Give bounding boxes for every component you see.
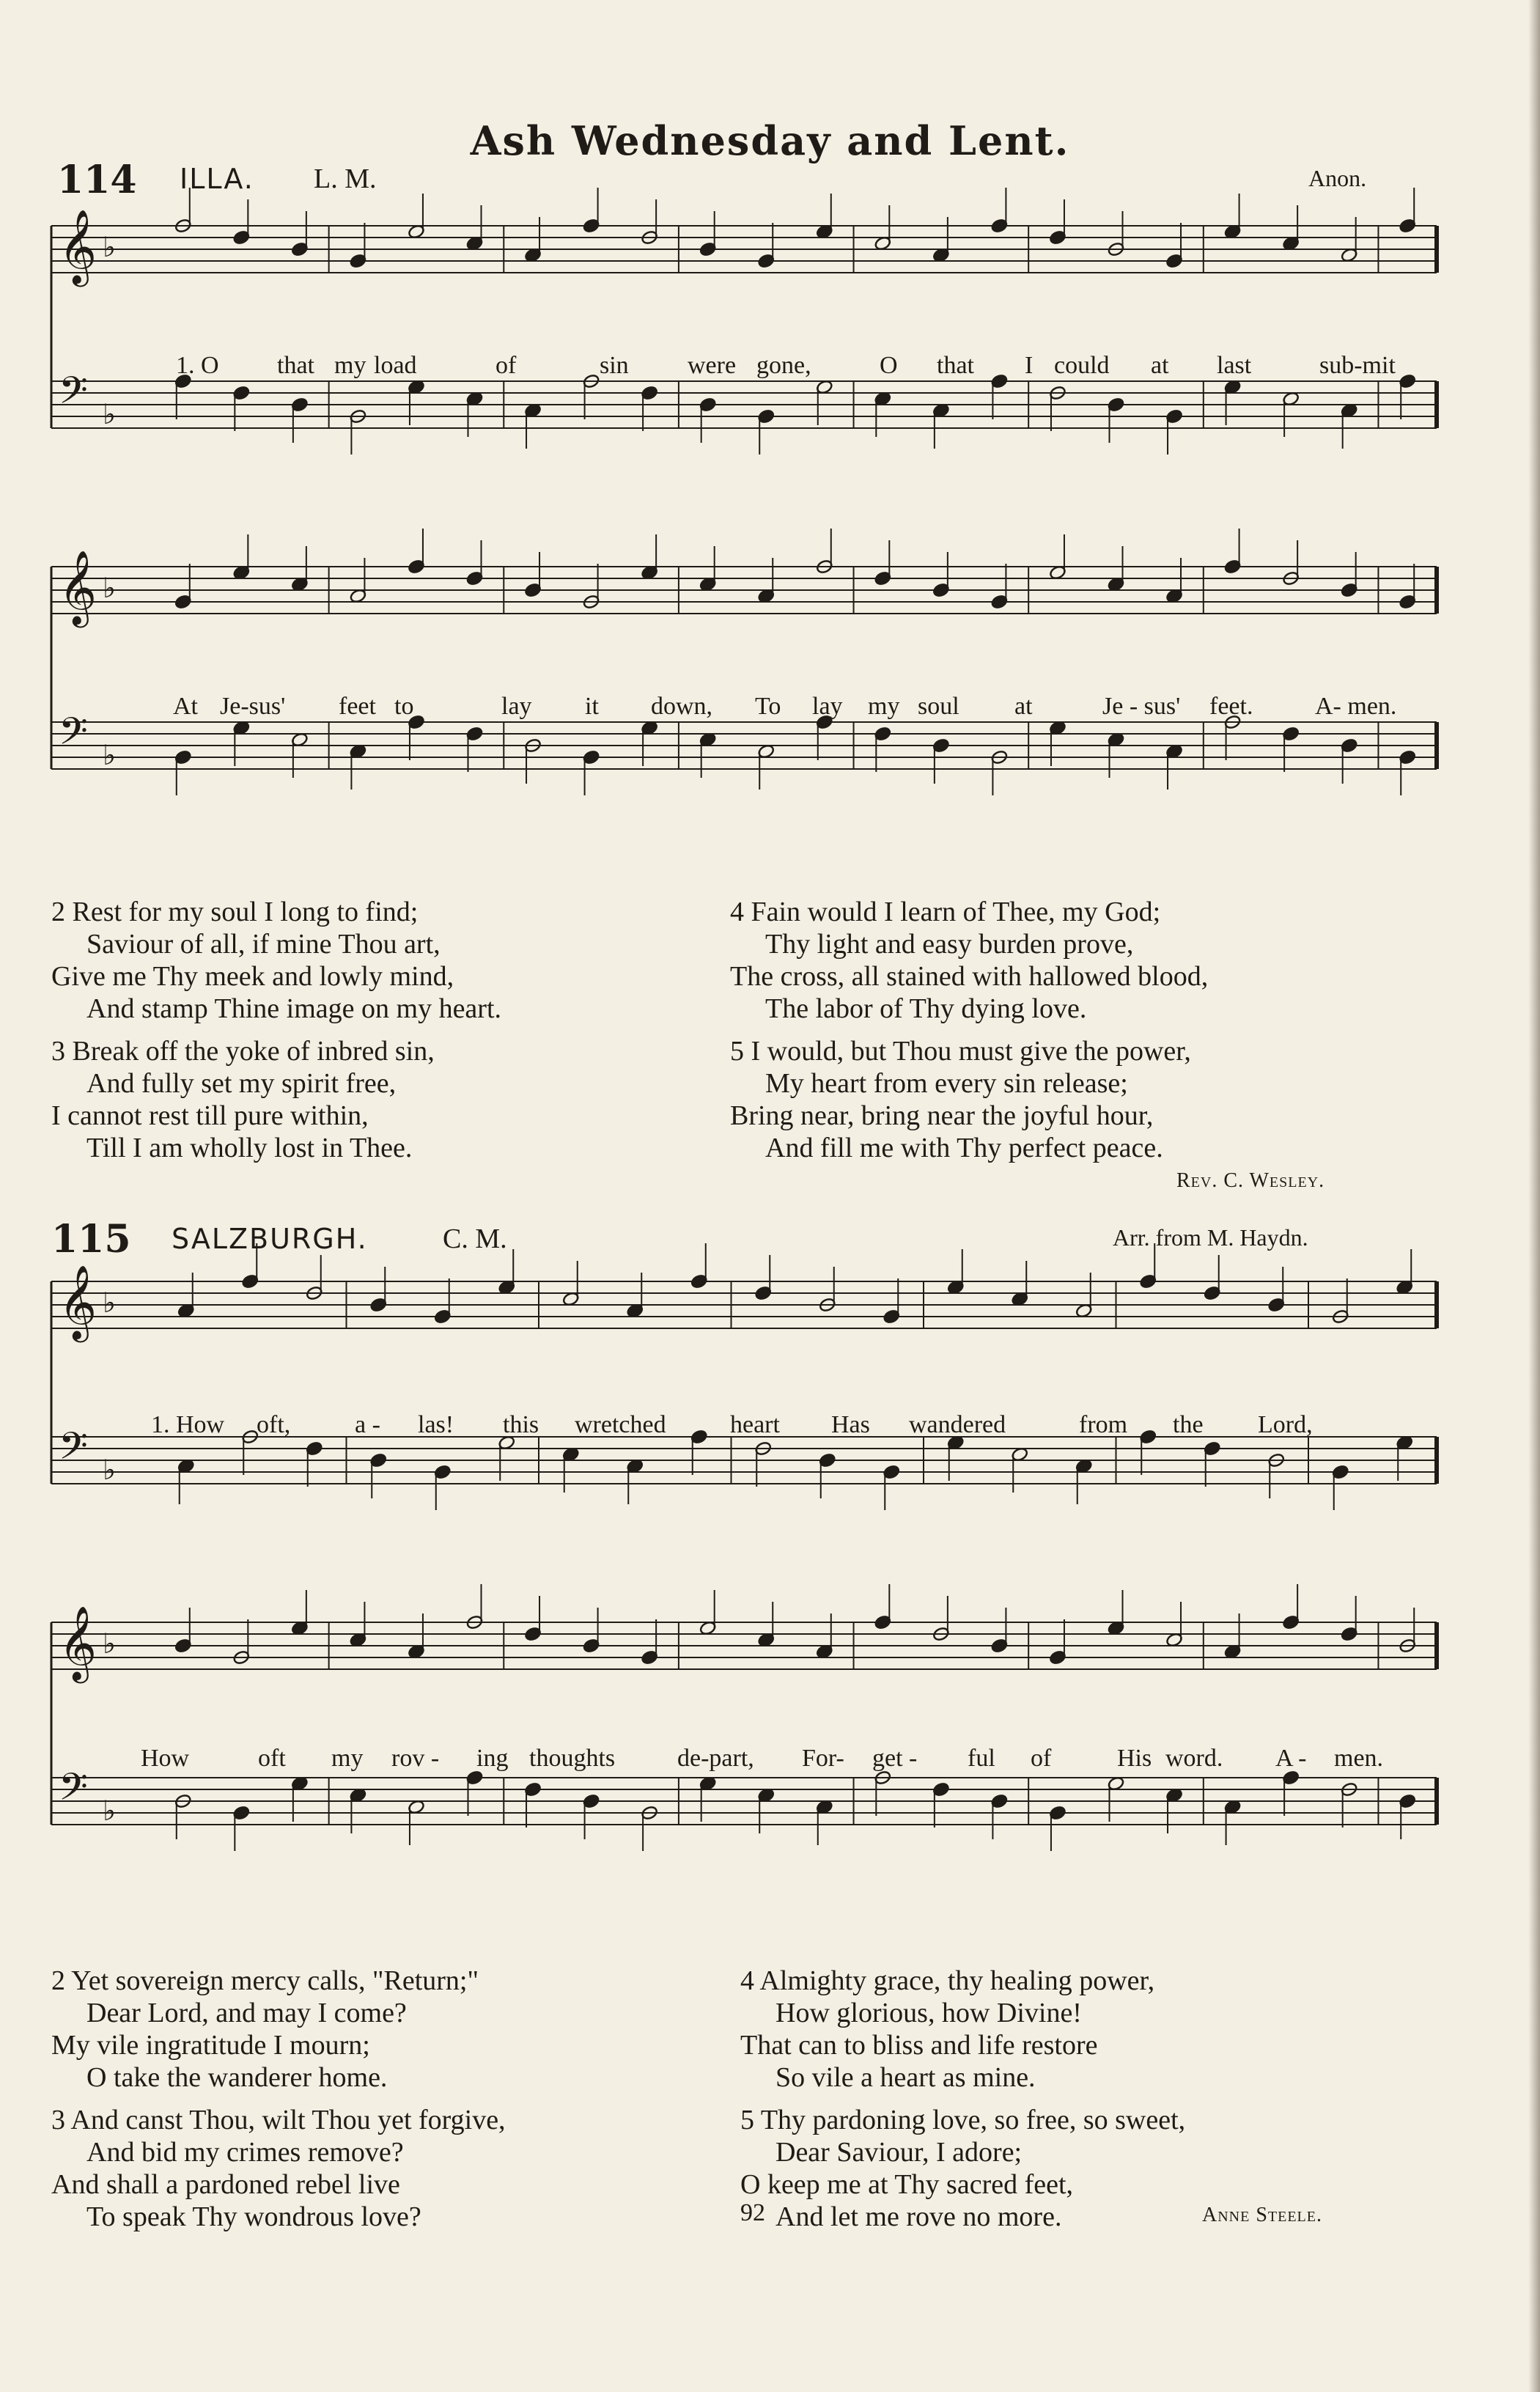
lyric-syllable: at [1014,693,1033,720]
lyric-syllable: my [868,693,900,720]
stanza-line: Till I am wholly lost in Thee. [86,1133,413,1163]
meter: L. M. [314,163,377,194]
flat-icon: ♭ [103,1287,116,1319]
lyric-syllable: last [1217,352,1252,379]
lyric-syllable: feet [339,693,376,720]
lyric-syllable: His [1117,1745,1152,1772]
tune-name: ILLA. [180,163,254,195]
stanza-line: And fill me with Thy perfect peace. [765,1133,1163,1163]
lyric-syllable: sub-mit [1319,352,1396,379]
stanza-line: O take the wanderer home. [86,2062,388,2093]
stanza-line: My vile ingratitude I mourn; [51,2030,370,2061]
lyric-syllable: 1. How [151,1411,225,1438]
lyric-syllable: men. [1334,1745,1384,1772]
hymn-author: Rev. C. Wesley. [1176,1169,1325,1192]
lyric-syllable: this [503,1411,539,1438]
stanza-line: And let me rove no more. [775,2201,1062,2232]
lyric-syllable: oft, [257,1411,291,1438]
treble-clef-icon: 𝄞 [59,1605,97,1680]
lyric-line [0,1411,1540,1443]
stanza-line: And bid my crimes remove? [86,2137,404,2168]
lyric-syllable: oft [258,1745,286,1772]
flat-icon: ♭ [103,398,116,430]
treble-clef-icon: 𝄞 [59,1264,97,1339]
lyric-syllable: that [277,352,314,379]
stanza-line: How glorious, how Divine! [775,1998,1082,2028]
treble-clef-icon: 𝄞 [59,208,97,284]
lyric-syllable: were [688,352,737,379]
stanza [51,2104,506,2233]
lyric-syllable: that [937,352,974,379]
lyric-syllable: I [1025,352,1034,379]
lyric-syllable: soul [918,693,959,720]
lyric-syllable: rov - [391,1745,440,1772]
lyric-syllable: wandered [909,1411,1006,1438]
stanza-line: So vile a heart as mine. [775,2062,1036,2093]
lyric-syllable: the [1173,1411,1204,1438]
lyric-syllable: Je - sus' [1102,693,1181,720]
composer: Arr. from M. Haydn. [1113,1224,1308,1251]
stanza-line: I cannot rest till pure within, [51,1100,369,1131]
lyric-line [0,693,1540,725]
lyric-syllable: thoughts [529,1745,616,1772]
stanza-line: 5 Thy pardoning love, so free, so sweet, [740,2105,1186,2135]
hymn-number: 115 [51,1217,131,1262]
lyric-syllable: it [585,693,599,720]
lyric-syllable: de-part, [677,1745,754,1772]
stanza-line: The labor of Thy dying love. [765,993,1087,1024]
lyric-syllable: to [394,693,414,720]
lyric-syllable: Lord, [1258,1411,1313,1438]
lyric-syllable: wretched [575,1411,666,1438]
bass-clef-icon: 𝄢 [59,709,88,762]
lyric-syllable: heart [730,1411,780,1438]
hymn-number: 114 [57,158,137,202]
lyric-syllable: my [334,352,366,379]
page-edge-shadow [1528,0,1540,2392]
lyric-line [0,1745,1540,1777]
lyric-syllable: Je-sus' [220,693,286,720]
treble-clef-icon: 𝄞 [59,549,97,625]
lyric-syllable: ful [968,1745,995,1772]
lyric-syllable: Has [831,1411,870,1438]
lyric-syllable: from [1079,1411,1128,1438]
stanza [740,1965,1185,2094]
stanza-line: Give me Thy meek and lowly mind, [51,961,454,992]
flat-icon: ♭ [103,1795,116,1827]
stanza-column-left [51,1965,506,2243]
stanza-line: That can to bliss and life restore [740,2030,1098,2061]
lyric-syllable: ing [476,1745,509,1772]
flat-icon: ♭ [103,1454,116,1486]
stanza-line: O keep me at Thy sacred feet, [740,2169,1074,2200]
flat-icon: ♭ [103,231,116,263]
stanza-line: Bring near, bring near the joyful hour, [730,1100,1154,1131]
stanza [51,896,501,1025]
lyric-syllable: load [374,352,417,379]
stanza-column-left [51,896,501,1174]
lyric-syllable: For- [802,1745,844,1772]
stanza-line: 4 Fain would I learn of Thee, my God; [730,897,1161,927]
lyric-syllable: 1. O [176,352,219,379]
hymn-author: Anne Steele. [1202,2204,1322,2226]
lyric-syllable: gone, [756,352,811,379]
stanza-line: 3 Break off the yoke of inbred sin, [51,1036,435,1067]
meter: C. M. [443,1223,507,1254]
page-number: 92 [740,2199,765,2226]
stanza-line: And stamp Thine image on my heart. [86,993,502,1024]
stanza-line: Thy light and easy burden prove, [765,929,1134,960]
lyric-syllable: How [141,1745,190,1772]
stanza-line: Dear Lord, and may I come? [86,1998,407,2028]
stanza-column-right [740,1965,1185,2243]
stanza [730,896,1208,1025]
stanza-line: And shall a pardoned rebel live [51,2169,400,2200]
flat-icon: ♭ [103,1627,116,1660]
stanza-line: 3 And canst Thou, wilt Thou yet forgive, [51,2105,506,2135]
lyric-syllable: at [1151,352,1169,379]
lyric-syllable: sin [600,352,629,379]
stanza [51,1035,501,1164]
lyric-syllable: get - [872,1745,918,1772]
lyric-syllable: A- men. [1315,693,1397,720]
composer: Anon. [1308,165,1367,191]
stanza-line: 2 Rest for my soul I long to find; [51,897,419,927]
stanza-line: And fully set my spirit free, [86,1068,397,1099]
bass-clef-icon: 𝄢 [59,1424,88,1477]
lyric-line [0,352,1540,384]
section-title: Ash Wednesday and Lent. [470,117,1070,164]
lyric-syllable: To [755,693,781,720]
stanza-line: The cross, all stained with hallowed blood, [730,961,1209,992]
lyric-syllable: word. [1165,1745,1223,1772]
bass-clef-icon: 𝄢 [59,1764,88,1818]
stanza-line: 2 Yet sovereign mercy calls, "Return;" [51,1965,479,1996]
lyric-syllable: my [331,1745,364,1772]
stanza [740,2104,1185,2233]
lyric-syllable: A - [1275,1745,1307,1772]
stanza-line: 4 Almighty grace, thy healing power, [740,1965,1155,1996]
lyric-syllable: feet. [1209,693,1253,720]
lyric-syllable: lay [501,693,532,720]
stanza-line: My heart from every sin release; [765,1068,1128,1099]
stanza-line: Saviour of all, if mine Thou art, [86,929,441,960]
lyric-syllable: O [880,352,898,379]
stanza [51,1965,506,2094]
lyric-syllable: las! [418,1411,454,1438]
lyric-syllable: a - [355,1411,380,1438]
lyric-syllable: of [1031,1745,1052,1772]
stanza-line: To speak Thy wondrous love? [86,2201,421,2232]
flat-icon: ♭ [103,739,116,771]
stanza [730,1035,1208,1164]
stanza-line: Dear Saviour, I adore; [775,2137,1023,2168]
flat-icon: ♭ [103,572,116,604]
stanza-column-right [730,896,1208,1174]
lyric-syllable: At [173,693,198,720]
bass-clef-icon: 𝄢 [59,368,88,422]
lyric-syllable: lay [812,693,843,720]
stanza-line: 5 I would, but Thou must give the power, [730,1036,1191,1067]
tune-name: SALZBURGH. [172,1223,368,1255]
lyric-syllable: could [1054,352,1110,379]
lyric-syllable: down, [651,693,713,720]
lyric-syllable: of [495,352,517,379]
